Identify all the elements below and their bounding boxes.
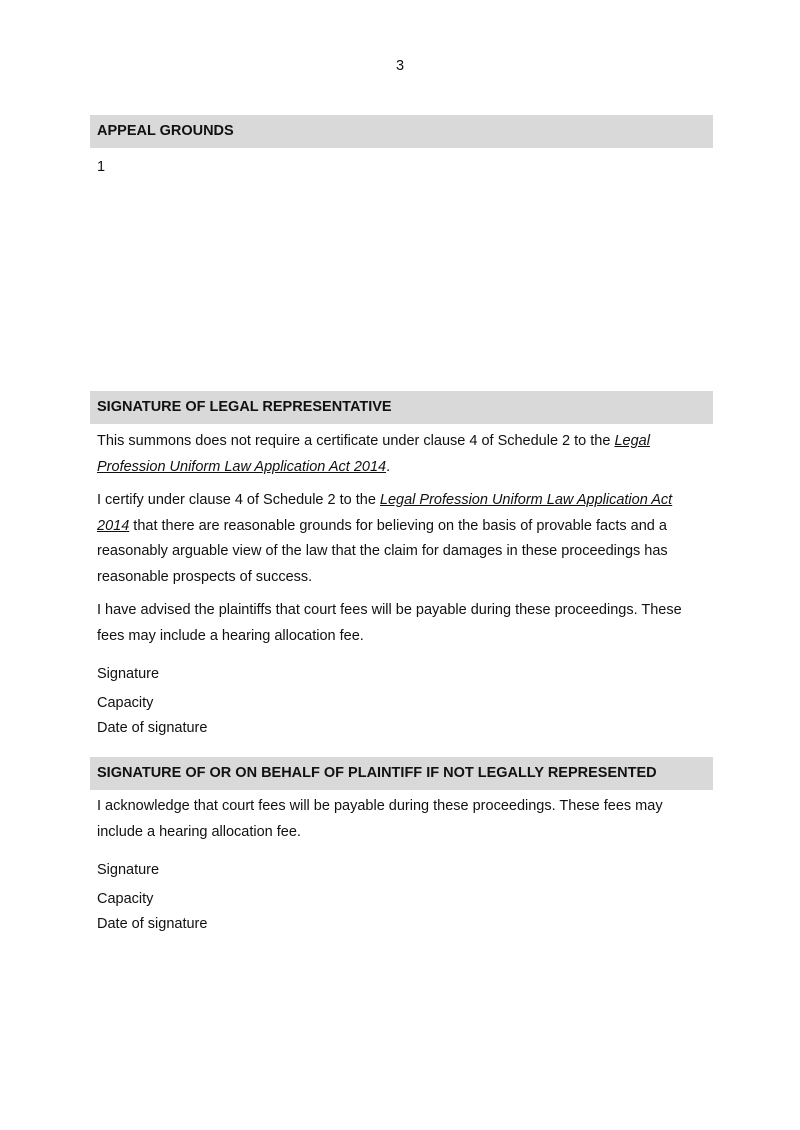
- no-certificate-text-end: .: [386, 458, 391, 475]
- plaintiff-signature-label: Signature: [97, 862, 160, 878]
- plaintiff-signature-heading: SIGNATURE OF OR ON BEHALF OF PLAINTIFF IF NOT LEGALLY REPRESENTED: [90, 757, 713, 790]
- court-fees-advice-text: I have advised the plaintiffs that court fees will be payable during these proceedings. These fees may include a hearing allocation fee.: [97, 602, 682, 644]
- court-fees-advice-paragraph: [97, 598, 707, 649]
- plaintiff-date-label: Date of signature: [97, 916, 208, 932]
- act-reference: Legal Profession Uniform Law Application Act 2014: [97, 492, 673, 534]
- court-fees-acknowledgement-text: I acknowledge that court fees will be payable during these proceedings. These fees may include a hearing allocation fee.: [97, 798, 663, 840]
- legal-rep-date-label: Date of signature: [97, 720, 208, 736]
- legal-representative-heading: SIGNATURE OF LEGAL REPRESENTATIVE: [90, 391, 713, 424]
- appeal-grounds-heading: APPEAL GROUNDS: [90, 115, 713, 148]
- certification-text-end: that there are reasonable grounds for believing on the basis of provable facts and a reasonably arguable view of the law that the claim for damages in these proceedings has reasonable prospects of success.: [97, 517, 668, 585]
- plaintiff-capacity-label: Capacity: [97, 891, 154, 907]
- appeal-ground-item-number: 1: [97, 159, 106, 175]
- no-certificate-paragraph: [97, 429, 707, 480]
- legal-rep-signature-label: Signature: [97, 666, 160, 682]
- legal-rep-capacity-label: Capacity: [97, 695, 154, 711]
- certification-text: I certify under clause 4 of Schedule 2 to the: [97, 492, 380, 508]
- certification-paragraph: [97, 488, 707, 590]
- no-certificate-text: This summons does not require a certificate under clause 4 of Schedule 2 to the: [97, 433, 615, 449]
- page-number: 3: [395, 58, 405, 74]
- court-fees-acknowledgement-paragraph: [97, 794, 707, 845]
- act-reference: Legal Profession Uniform Law Application Act 2014: [97, 433, 650, 475]
